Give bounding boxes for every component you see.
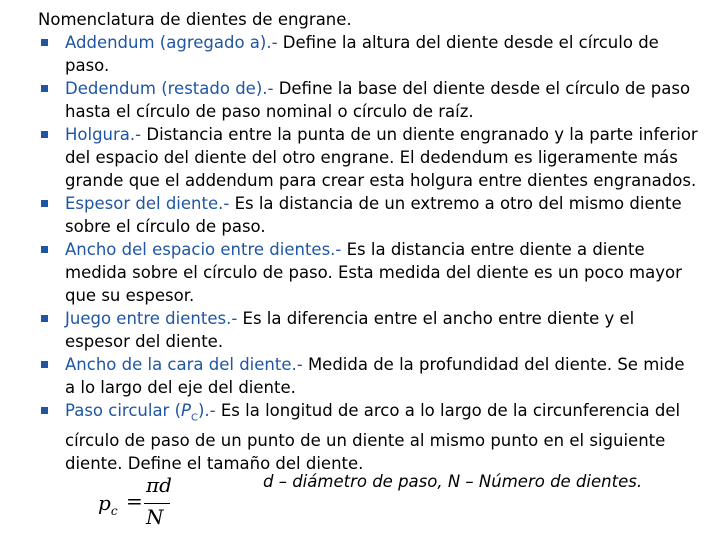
formula-lhs [98, 491, 118, 518]
item-description: Es la longitud de arco a lo largo de la circunferencia del círculo de paso de un punto de un diente al mismo punto en el siguiente diente. Define el tamaño del diente. [65, 401, 681, 474]
list-item-ancho-cara [38, 353, 698, 399]
list-item-holgura [38, 123, 698, 192]
item-description: Medida de la profundidad del diente. Se mide a lo largo del eje del diente. [65, 355, 685, 397]
term-symbol: P [181, 401, 191, 420]
item-term [65, 401, 221, 424]
item-description: Es la diferencia entre el ancho entre diente y el espesor del diente. [65, 309, 635, 351]
square-bullet-icon [41, 39, 48, 46]
fraction-bar [144, 503, 170, 504]
list-item-paso-circular [38, 399, 698, 475]
item-term: Ancho del espacio entre dientes.- [65, 240, 347, 259]
formula-denominator: N [146, 505, 164, 529]
slide-title: Nomenclatura de dientes de engrane. [38, 10, 352, 29]
formula-lhs-subscript: c [110, 504, 118, 518]
list-item-juego [38, 307, 698, 353]
square-bullet-icon [41, 246, 48, 253]
item-term: Dedendum (restado de).- [65, 79, 279, 98]
list-item-addendum [38, 31, 698, 77]
list-item-dedendum [38, 77, 698, 123]
list-item-espesor [38, 192, 698, 238]
square-bullet-icon [41, 85, 48, 92]
square-bullet-icon [41, 315, 48, 322]
square-bullet-icon [41, 407, 48, 414]
term-subscript: C [190, 412, 198, 424]
item-term: Ancho de la cara del diente.- [65, 355, 308, 374]
item-term: Espesor del diente.- [65, 194, 235, 213]
item-description: Define la altura del diente desde el círculo de paso. [65, 33, 659, 75]
term-prefix: Paso circular ( [65, 401, 182, 420]
term-suffix: ).- [197, 401, 221, 420]
square-bullet-icon [41, 131, 48, 138]
item-description: Es la distancia entre diente a diente medida sobre el círculo de paso. Esta medida del diente es un poco mayor que su espesor. [65, 240, 682, 305]
item-description: Distancia entre la punta de un diente engranado y la parte inferior del espacio del diente del otro engrane. El dedendum es ligeramente más grande que el addendum para crear esta holgura entre dientes engranados. [65, 125, 698, 190]
formula-lhs-symbol: p [98, 491, 111, 515]
list-item-ancho-espacio [38, 238, 698, 307]
formula-numerator: πd [146, 473, 172, 497]
item-term: Holgura.- [65, 125, 147, 144]
item-description: Define la base del diente desde el círculo de paso hasta el círculo de paso nominal o círculo de raíz. [65, 79, 691, 121]
square-bullet-icon [41, 361, 48, 368]
definition-list [38, 31, 698, 475]
square-bullet-icon [41, 200, 48, 207]
item-term: Addendum (agregado a).- [65, 33, 283, 52]
formula-equals: = [126, 489, 143, 513]
item-description: Es la distancia de un extremo a otro del mismo diente sobre el círculo de paso. [65, 194, 682, 236]
circular-pitch-formula [96, 473, 186, 532]
variable-note: d – diámetro de paso, N – Número de dientes. [263, 472, 643, 491]
item-term: Juego entre dientes.- [65, 309, 243, 328]
